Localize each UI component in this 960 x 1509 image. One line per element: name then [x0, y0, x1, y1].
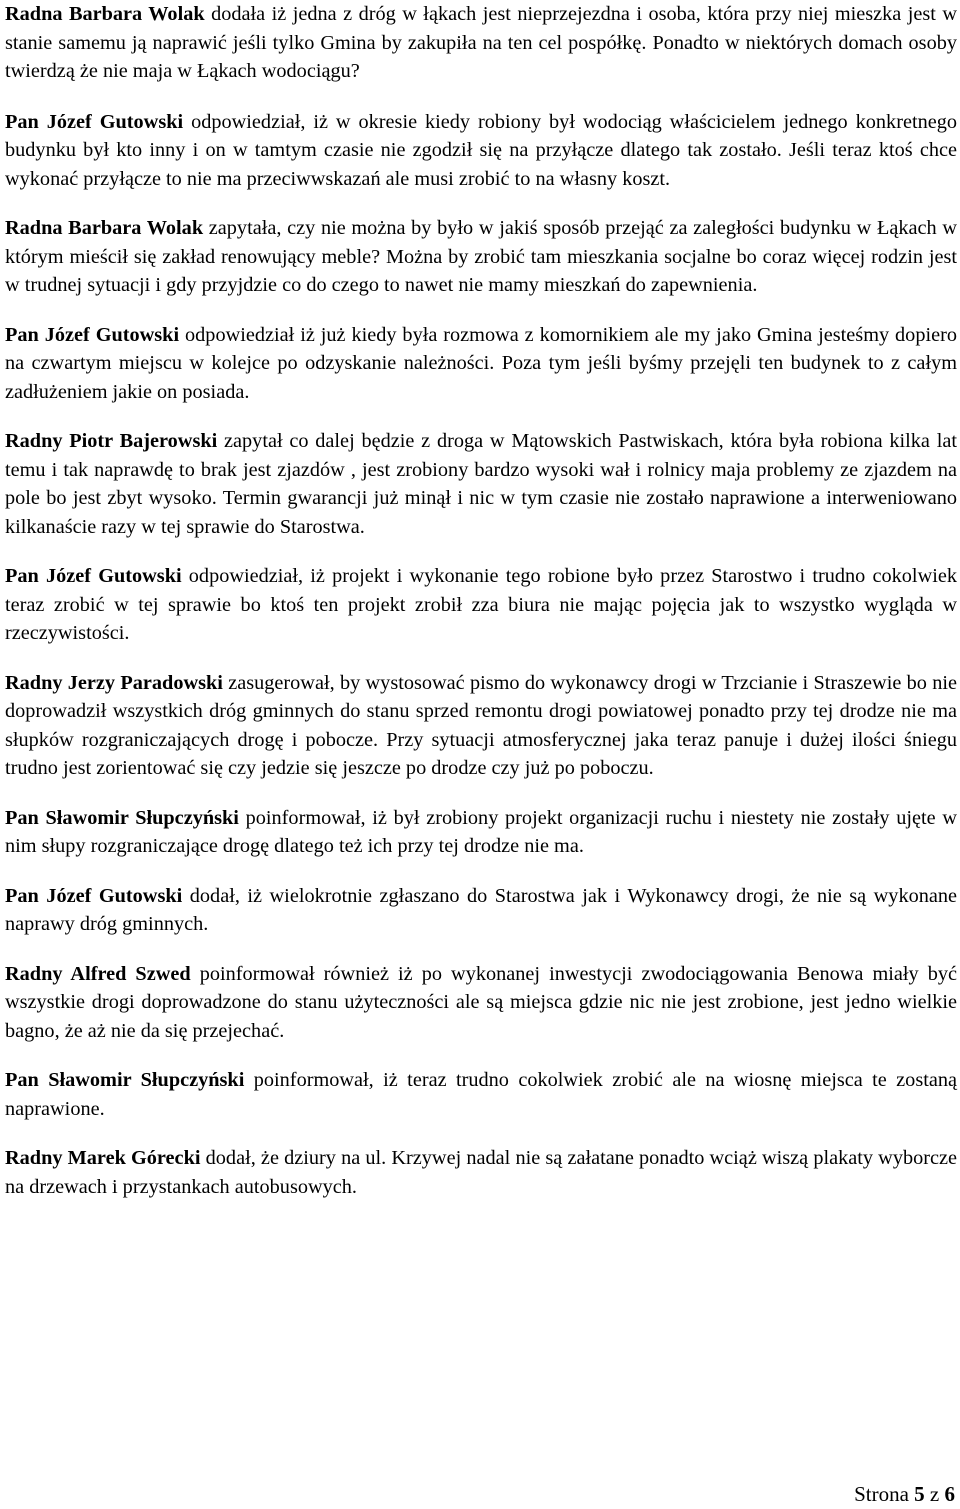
- speaker-name: Radny Alfred Szwed: [5, 962, 191, 985]
- paragraph: [5, 214, 957, 300]
- speaker-name: Radny Marek Górecki: [5, 1147, 201, 1169]
- paragraph-text: odpowiedział, iż w okresie kiedy robiony był wodociąg właścicielem jednego konkretnego budynku był kto inny i on w tamtym czasie nie zgodził się na przyłącze dlatego tak zostało. Jeśli teraz ktoś chce wykonać przyłącze to nie ma przeciwwskazań ale musi zrobić to na własny koszt.: [5, 110, 958, 190]
- paragraph: [5, 427, 957, 541]
- paragraph-text: dodał, iż wielokrotnie zgłaszano do Starostwa jak i Wykonawcy drogi, że nie są wykonane naprawy dróg gminnych.: [5, 884, 958, 935]
- paragraph-text: poinformował, iż był zrobiony projekt organizacji ruchu i niestety nie zostały ujęte w nim słupy rozgraniczające drogę dlatego też ich przy tej drodze nie ma.: [5, 806, 957, 857]
- speaker-name: Pan Sławomir Słupczyński: [5, 806, 239, 829]
- page-separator: z: [924, 1482, 945, 1506]
- paragraph: [5, 960, 957, 1046]
- paragraph-text: zapytał co dalej będzie z droga w Mątowskich Pastwiskach, która była robiona kilka lat temu i tak naprawdę to brak jest zjazdów , jest zrobiony bardzo wysoki wał i rolnicy maja problemy ze zjazdem na pole bo jest zbyt wysoko. Termin gwarancji już minął i nic w tym czasie nie zostało naprawione a interweniowano kilkanaście razy w tej sprawie do Starostwa.: [5, 430, 957, 538]
- paragraph: [5, 882, 957, 939]
- paragraph: [5, 669, 957, 783]
- paragraph-text: dodał, że dziury na ul. Krzywej nadal nie są załatane ponadto wciąż wiszą plakaty wyborcze na drzewach i przystankach autobusowych.: [5, 1147, 957, 1198]
- paragraph-text: zasugerował, by wystosować pismo do wykonawcy drogi w Trzcianie i Straszewie bo nie doprowadził wszystkich dróg gminnych do stanu sprzed remontu drogi powiatowej ponadto przy tej drodze nie ma słupków rozgraniczających drogę i pobocze. Przy sytuacji atmosferycznej jaka teraz panuje i dużej ilości śniegu trudno jest zorientować się czy jedzie się jeszcze po drodze czy już po poboczu.: [5, 671, 957, 779]
- speaker-name: Pan Sławomir Słupczyński: [5, 1069, 245, 1091]
- paragraph-text: poinformował również iż po wykonanej inwestycji zwodociągowania Benowa miały być wszystkie drogi doprowadzone do stanu użyteczności ale są miejsca gdzie nic nie jest zrobione, jest jedno wielkie bagno, że aż nie da się przejechać.: [5, 962, 957, 1042]
- paragraph: [5, 108, 957, 194]
- speaker-name: Pan Józef Gutowski: [5, 323, 180, 346]
- speaker-name: Radna Barbara Wolak: [5, 3, 205, 25]
- paragraph: [5, 321, 957, 407]
- paragraph: [5, 562, 957, 648]
- paragraph: [5, 1144, 957, 1201]
- paragraph-text: zapytała, czy nie można by było w jakiś sposób przejąć za zaległości budynku w Łąkach w którym mieścił się zakład renowujący meble? Można by zrobić tam mieszkania socjalne bo coraz więcej rodzin jest w trudnej sytuacji i gdy przyjdzie co do czego to nawet nie mamy mieszkań do zapewnienia.: [5, 217, 957, 296]
- speaker-name: Radny Piotr Bajerowski: [5, 430, 218, 452]
- paragraph: [5, 804, 957, 861]
- page-label: Strona: [854, 1482, 915, 1506]
- speaker-name: Radny Jerzy Paradowski: [5, 671, 223, 694]
- speaker-name: Pan Józef Gutowski: [5, 110, 184, 133]
- document-page: [5, 0, 957, 1222]
- paragraph-text: odpowiedział, iż projekt i wykonanie tego robione było przez Starostwo i trudno cokolwiek teraz zrobić w tej sprawie bo ktoś ten projekt zrobił zza biura nie mając pojęcia jak to wszystko wygląda w rzeczywistości.: [5, 565, 957, 644]
- paragraph-text: poinformował, iż teraz trudno cokolwiek zrobić ale na wiosnę miejsca te zostaną naprawione.: [5, 1069, 957, 1120]
- page-number-footer: [854, 1480, 955, 1508]
- paragraph-text: dodała iż jedna z dróg w łąkach jest nieprzejezdna i osoba, która przy niej mieszka jest w stanie samemu ją naprawić jeśli tylko Gmina by zakupiła na ten cel pospółkę. Ponadto w niektórych domach osoby twierdzą że nie maja w Łąkach wodociągu?: [5, 3, 957, 82]
- paragraph: [5, 1066, 957, 1123]
- page-current: 5: [914, 1482, 925, 1506]
- paragraph: [5, 0, 957, 86]
- speaker-name: Pan Józef Gutowski: [5, 565, 182, 587]
- speaker-name: Pan Józef Gutowski: [5, 884, 183, 907]
- paragraph-text: odpowiedział iż już kiedy była rozmowa z komornikiem ale my jako Gmina jesteśmy dopiero na czwartym miejscu w kolejce po odzyskanie należności. Poza tym jeśli byśmy przejęli ten budynek to z całym zadłużeniem jakie on posiada.: [5, 323, 957, 403]
- speaker-name: Radna Barbara Wolak: [5, 217, 204, 239]
- page-total: 6: [944, 1482, 955, 1506]
